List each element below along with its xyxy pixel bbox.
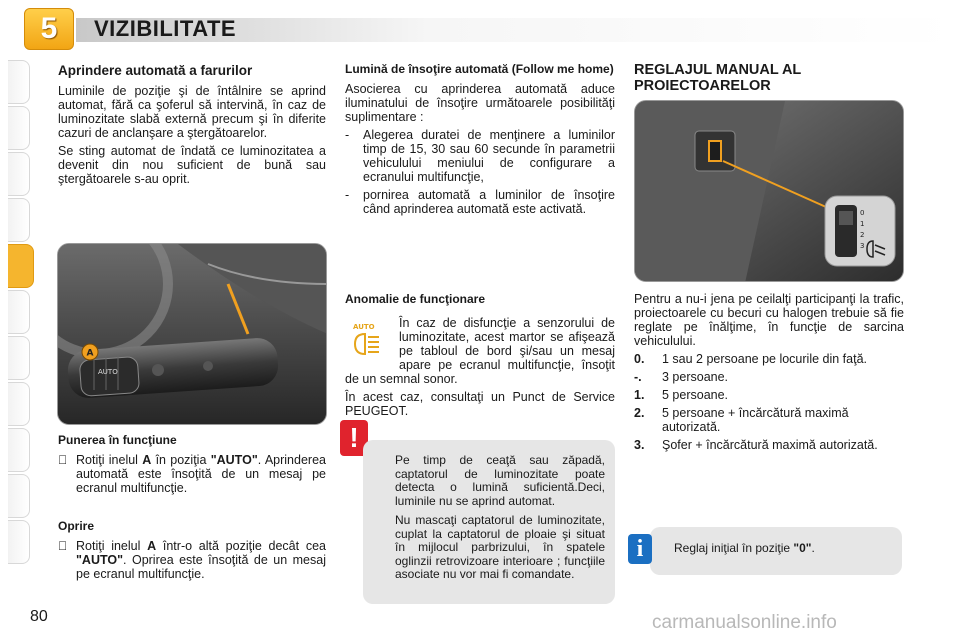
chapter-tab[interactable] — [8, 382, 30, 426]
list-item — [345, 128, 615, 184]
list-item-text: pornirea automată a luminilor de însoţire când aprinderea automată este activată. — [363, 188, 615, 216]
chapter-tab[interactable] — [8, 152, 30, 196]
list-item: -. 3 persoane. — [634, 370, 729, 384]
paragraph: Luminile de poziţie şi de întâlnire se aprind automat, fără ca şoferul să intervină, în caz de luminozitate slabă externă precum şi în diferite cazuri de anclanşare a ştergătoarelor. — [58, 84, 326, 140]
instruction-item — [58, 453, 326, 495]
paragraph: În acest caz, consultaţi un Punct de Service PEUGEOT. — [345, 390, 615, 418]
fault-section — [345, 292, 615, 422]
chapter-tab-active[interactable] — [8, 244, 34, 288]
info-box — [650, 527, 902, 575]
pointer-icon — [58, 453, 76, 495]
subsection-heading: Oprire — [58, 519, 95, 533]
chapter-tab[interactable] — [8, 428, 30, 472]
section-heading: Aprindere automată a farurilor — [58, 63, 253, 78]
lighting-stalk-illustration — [58, 244, 327, 425]
section-heading: Lumină de însoţire automată (Follow me home) — [345, 62, 614, 76]
chapter-tab[interactable] — [8, 474, 30, 518]
headlamp-adjust-heading-block — [634, 62, 904, 104]
warning-paragraph: Pe timp de ceaţă sau zăpadă, captatorul de luminozitate poate detecta o lumină suficientă.Deci, luminile nu se aprind automat. — [395, 453, 605, 508]
list-item: 0. 1 sau 2 persoane pe locurile din faţă. — [634, 352, 867, 366]
page-number: 80 — [30, 608, 48, 625]
dash-marker: - — [345, 128, 350, 142]
list-item: 2. 5 persoane + încărcătură maximă autorizată. — [634, 406, 849, 434]
list-item: 1. 5 persoane. — [634, 388, 729, 402]
section-heading: REGLAJUL MANUAL AL PROIECTOARELOR — [634, 62, 802, 94]
headlamp-adjuster-illustration — [635, 101, 904, 282]
ring-a-label: A — [86, 348, 94, 359]
page-title: VIZIBILITATE — [94, 16, 237, 41]
paragraph: Asocierea cu aprinderea automată aduce iluminatului de însoţire următoarele posibilităţi suplimentare : — [345, 82, 615, 124]
dash-marker: - — [345, 188, 350, 202]
instruction-item — [58, 539, 326, 581]
headlamp-adjust-section — [634, 292, 904, 456]
scale-mark: 3 — [860, 242, 865, 250]
warning-box — [363, 440, 615, 604]
instruction-text: Rotiţi inelul A într-o altă poziţie decât cea "AUTO". Oprirea este însoţită de un mesaj pe ecranul multifuncţie. — [76, 539, 326, 581]
paragraph: Se sting automat de îndată ce luminozitatea a devenit din nou suficient de bună sau ştergătoarele s-au oprit. — [58, 144, 326, 186]
chapter-tab[interactable] — [8, 336, 30, 380]
scale-mark: 0 — [860, 209, 865, 217]
chapter-tabs — [0, 60, 32, 580]
instruction-text: Rotiţi inelul A în poziţia "AUTO". Aprinderea automată este însoţită de un mesaj pe ecranul multifuncţie. — [76, 453, 326, 495]
chapter-tab[interactable] — [8, 106, 30, 150]
auto-lamp-warning-icon — [345, 316, 395, 364]
watermark: carmanualsonline.info — [652, 612, 837, 633]
follow-me-home-section — [345, 62, 615, 220]
paragraph: Pentru a nu-i jena pe ceilalţi participanţi la trafic, proiectoarele cu becuri cu halogen trebuie să fie reglate pe înălţime, în funcţie de sarcina vehiculului. — [634, 292, 904, 348]
list-item-text: Alegerea duratei de menţinere a luminilor timp de 15, 30 sau 60 secunde în parametrii vehiculului meniului de configurare a ecranului multifuncţie, — [363, 128, 615, 184]
warning-icon: ! — [340, 420, 368, 456]
chapter-tab[interactable] — [8, 520, 30, 564]
list-item: 3. Şofer + încărcătură maximă autorizată. — [634, 438, 878, 452]
list-item — [345, 188, 615, 216]
switch-on-section — [58, 433, 326, 499]
switch-off-section — [58, 519, 326, 585]
lighting-stalk-photo — [57, 243, 327, 425]
info-text: Reglaj iniţial în poziţie "0". — [674, 541, 815, 555]
auto-icon-label: AUTO — [353, 323, 375, 331]
chapter-tab[interactable] — [8, 290, 30, 334]
auto-position-label: AUTO — [98, 368, 118, 376]
page-header — [20, 8, 940, 50]
paragraph: În caz de disfuncţie a senzorului de luminozitate, acest martor se afişează pe tabloul de bord şi/sau un mesaj apare pe ecranul multifuncţie, însoţit de un semnal sonor. — [345, 316, 615, 386]
auto-lights-section — [58, 64, 326, 190]
scale-mark: 1 — [860, 220, 865, 228]
subsection-heading: Punerea în funcţiune — [58, 433, 177, 447]
headlamp-adjuster-photo — [634, 100, 904, 282]
scale-mark: 2 — [860, 231, 865, 239]
pointer-icon — [58, 539, 76, 581]
warning-paragraph: Nu mascaţi captatorul de luminozitate, cuplat la captatorul de ploaie şi situat în mijlocul parbrizului, în spatele oglinzii retrovizoare interioare ; funcţiile asociate nu vor mai fi comandate. — [395, 513, 605, 581]
section-heading: Anomalie de funcţionare — [345, 292, 486, 306]
chapter-tab[interactable] — [8, 60, 30, 104]
chapter-tab[interactable] — [8, 198, 30, 242]
info-icon: i — [628, 534, 652, 564]
chapter-badge: 5 — [24, 8, 74, 50]
